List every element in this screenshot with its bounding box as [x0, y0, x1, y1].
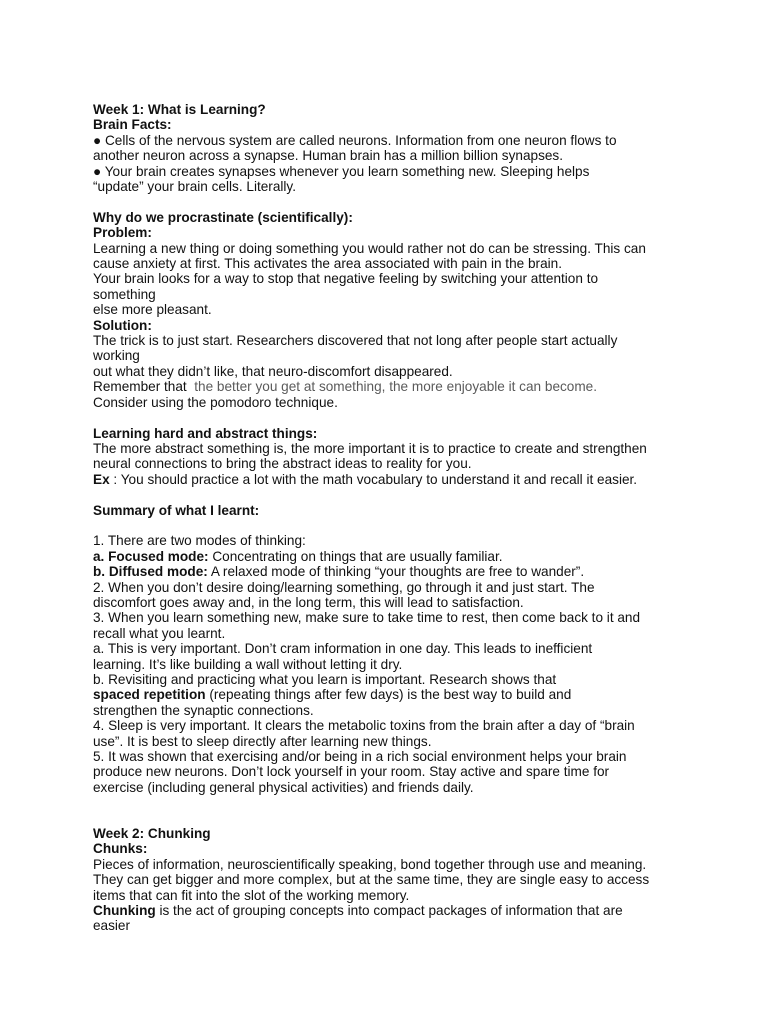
text-line: Pieces of information, neuroscientifically speaking, bond together through use and meaning.: [93, 856, 647, 872]
text-line: else more pleasant.: [93, 302, 212, 318]
summary-heading: Summary of what I learnt:: [93, 502, 260, 518]
text-line: Your brain looks for a way to stop that negative feeling by switching your attention to: [93, 271, 599, 287]
text-line: “update” your brain cells. Literally.: [93, 179, 296, 195]
text-line: items that can fit into the slot of the working memory.: [93, 887, 410, 903]
remember-line: [93, 379, 683, 394]
example-text: : You should practice a lot with the math vocabulary to understand it and recall it easier.: [109, 471, 638, 487]
text-line: recall what you learnt.: [93, 625, 226, 641]
focused-mode-label: a. Focused mode:: [93, 548, 209, 564]
spaced-repetition-label: spaced repetition: [93, 687, 206, 703]
focused-mode-line: [93, 549, 683, 564]
text-line: a. This is very important. Don’t cram information in one day. This leads to inefficient: [93, 641, 593, 657]
spaced-repetition-text: (repeating things after few days) is the best way to build and: [205, 687, 572, 703]
text-line: The trick is to just start. Researchers discovered that not long after people start actually: [93, 333, 618, 349]
text-line: ● Your brain creates synapses whenever you learn something new. Sleeping helps: [93, 163, 590, 179]
diffused-mode-label: b. Diffused mode:: [93, 564, 208, 580]
text-line: neural connections to bring the abstract ideas to reality for you.: [93, 456, 472, 472]
text-line: 5. It was shown that exercising and/or being in a rich social environment helps your brain: [93, 749, 627, 764]
problem-heading: Problem:: [93, 225, 152, 241]
text-line: produce new neurons. Don’t lock yourself in your room. Stay active and spare time for: [93, 764, 610, 780]
week1-title: Week 1: What is Learning?: [93, 102, 266, 117]
text-line: something: [93, 286, 156, 302]
text-line: They can get bigger and more complex, but at the same time, they are single easy to access: [93, 872, 650, 888]
spacer: [93, 194, 683, 209]
text-line: 4. Sleep is very important. It clears the metabolic toxins from the brain after a day of “brain: [93, 718, 635, 734]
solution-heading: Solution:: [93, 317, 152, 333]
spacer: [93, 487, 683, 502]
text-line: The more abstract something is, the more important it is to practice to create and strengthen: [93, 440, 647, 456]
text-line: Learning a new thing or doing something you would rather not do can be stressing. This can: [93, 240, 646, 256]
focused-mode-text: Concentrating on things that are usually familiar.: [208, 548, 503, 564]
brain-facts-heading: Brain Facts:: [93, 117, 172, 133]
text-line: b. Revisiting and practicing what you learn is important. Research shows that: [93, 671, 557, 687]
spacer: [93, 795, 683, 826]
spacer: [93, 410, 683, 425]
spacer: [93, 518, 683, 533]
text-line: working: [93, 348, 140, 364]
chunks-heading: Chunks:: [93, 841, 148, 857]
pomodoro-line: Consider using the pomodoro technique.: [93, 394, 338, 410]
text-line: strengthen the synaptic connections.: [93, 702, 314, 718]
text-line: another neuron across a synapse. Human brain has a million billion synapses.: [93, 148, 563, 164]
diffused-mode-line: [93, 564, 683, 579]
text-line: use”. It is best to sleep directly after learning new things.: [93, 733, 432, 749]
procrastinate-heading: Why do we procrastinate (scientifically):: [93, 209, 353, 225]
remember-prefix: Remember that: [93, 379, 187, 395]
remember-quote: the better you get at something, the more enjoyable it can become.: [194, 379, 598, 395]
week2-title: Week 2: Chunking: [93, 826, 211, 842]
chunking-label: Chunking: [93, 903, 156, 919]
text-line: exercise (including general physical activities) and friends daily.: [93, 779, 474, 795]
text-line: discomfort goes away and, in the long term, this will lead to satisfaction.: [93, 594, 524, 610]
document-page: [93, 102, 683, 934]
example-line: [93, 472, 683, 487]
example-label: Ex: [93, 471, 110, 487]
diffused-mode-text: A relaxed mode of thinking “your thoughts are free to wander”.: [207, 564, 585, 580]
text-line: learning. It’s like building a wall without letting it dry.: [93, 656, 403, 672]
text-line: cause anxiety at first. This activates the area associated with pain in the brain.: [93, 256, 562, 272]
text-line: 3. When you learn something new, make sure to take time to rest, then come back to it and: [93, 610, 641, 626]
chunking-text: is the act of grouping concepts into compact packages of information that are: [155, 903, 623, 919]
text-line: easier: [93, 918, 131, 934]
text-line: out what they didn’t like, that neuro-discomfort disappeared.: [93, 363, 453, 379]
spaced-repetition-line: [93, 687, 683, 702]
abstract-heading: Learning hard and abstract things:: [93, 425, 318, 441]
chunking-line: [93, 903, 683, 918]
text-line: 2. When you don’t desire doing/learning something, go through it and just start. The: [93, 579, 595, 595]
text-line: 1. There are two modes of thinking:: [93, 533, 306, 549]
text-line: ● Cells of the nervous system are called neurons. Information from one neuron flows to: [93, 132, 617, 148]
